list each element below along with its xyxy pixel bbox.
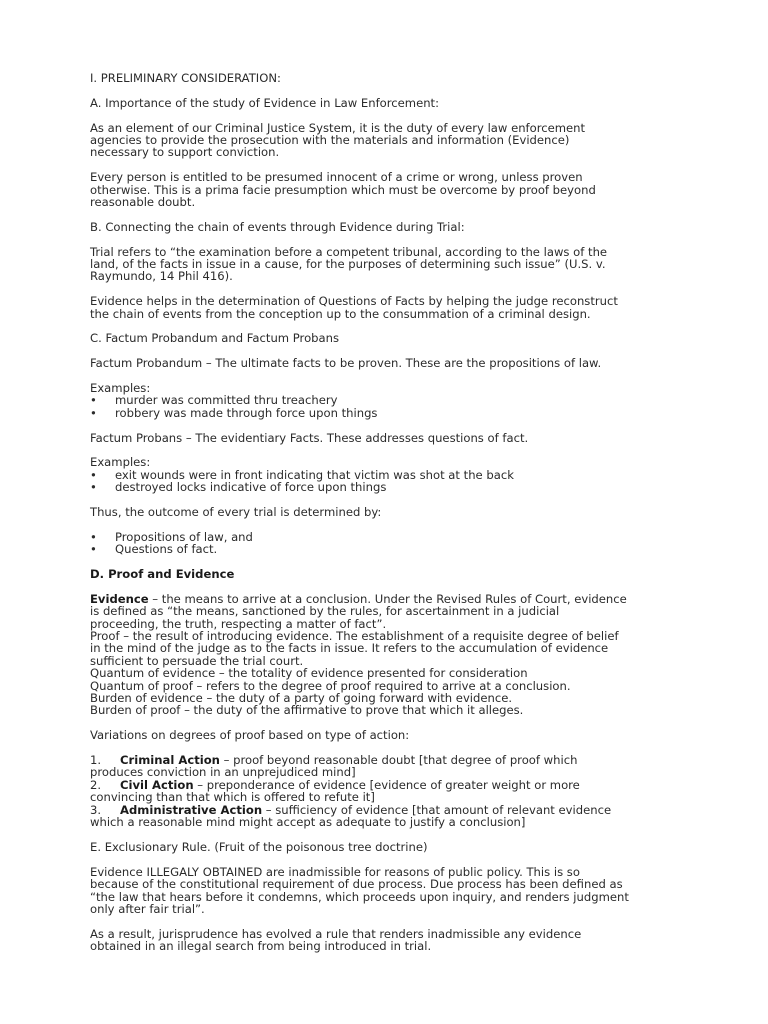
e-paragraph-1-line-3: “the law that hears before it condemns, which proceeds upon inquiry, and renders judgment	[90, 889, 629, 904]
e-paragraph-2-line-1: As a result, jurisprudence has evolved a rule that renders inadmissible any evidence	[90, 926, 582, 941]
examples-label: Examples:	[90, 381, 151, 396]
action-continuation: produces conviction in an unprejudiced mind]	[90, 765, 356, 780]
list-item	[90, 407, 690, 419]
d-line-7: Burden of proof – the duty of the affirmative to prove that which it alleges.	[90, 703, 524, 718]
list-item-text: destroyed locks indicative of force upon things	[115, 480, 387, 495]
e-paragraph-1-line-4: only after fair trial”.	[90, 901, 205, 916]
list-item	[90, 543, 690, 555]
heading-c: C. Factum Probandum and Factum Probans	[90, 331, 340, 346]
e-paragraph-2-line-2: obtained in an illegal search from being introduced in trial.	[90, 939, 432, 954]
heading-a: A. Importance of the study of Evidence in Law Enforcement:	[90, 95, 440, 110]
d-line-6: Burden of evidence – the duty of a party of going forward with evidence.	[90, 691, 513, 706]
list-item-text: Questions of fact.	[115, 542, 218, 557]
item-number: 1.	[90, 753, 102, 768]
evidence-definition-text: – the means to arrive at a conclusion. Under the Revised Rules of Court, evidence	[148, 591, 627, 606]
a-paragraph-1-line-3: necessary to support conviction.	[90, 145, 280, 160]
list-item-text: exit wounds were in front indicating that victim was shot at the back	[115, 467, 514, 482]
action-term: Criminal Action	[120, 753, 220, 768]
a-paragraph-2-line-3: reasonable doubt.	[90, 195, 196, 210]
d-line-2: in the mind of the judge as to the facts in issue. It refers to the accumulation of evidence	[90, 641, 609, 656]
b-paragraph-2-line-1: Evidence helps in the determination of Questions of Facts by helping the judge reconstruct	[90, 294, 618, 309]
thus-statement: Thus, the outcome of every trial is determined by:	[90, 505, 382, 520]
action-text: – sufficiency of evidence [that amount of relevant evidence	[262, 802, 612, 817]
evidence-definition-line-3: proceeding, the truth, respecting a matter of fact”.	[90, 616, 387, 631]
d-line-4: Quantum of evidence – the totality of evidence presented for consideration	[90, 666, 528, 681]
list-item-text: murder was committed thru treachery	[115, 393, 338, 408]
factum-probans-definition: Factum Probans – The evidentiary Facts. These addresses questions of fact.	[90, 430, 529, 445]
action-term: Administrative Action	[120, 802, 263, 817]
list-item	[90, 394, 690, 406]
a-paragraph-1-line-1: As an element of our Criminal Justice System, it is the duty of every law enforcement	[90, 120, 586, 135]
heading-d	[90, 568, 690, 580]
action-term: Civil Action	[120, 777, 194, 792]
bullet-icon: •	[90, 393, 97, 408]
list-item-text: Propositions of law, and	[115, 529, 253, 544]
bullet-icon: •	[90, 542, 97, 557]
action-text: – preponderance of evidence [evidence of greater weight or more	[193, 777, 580, 792]
a-paragraph-2-line-2: otherwise. This is a prima facie presumption which must be overcome by proof beyond	[90, 182, 596, 197]
heading-b: B. Connecting the chain of events through Evidence during Trial:	[90, 219, 465, 234]
action-continuation: which a reasonable mind might accept as adequate to justify a conclusion]	[90, 815, 526, 830]
variations-statement: Variations on degrees of proof based on type of action:	[90, 728, 410, 743]
b-paragraph-1-line-1: Trial refers to “the examination before a competent tribunal, according to the laws of the	[90, 244, 608, 259]
bullet-icon: •	[90, 480, 97, 495]
action-text: – proof beyond reasonable doubt [that degree of proof which	[219, 753, 578, 768]
action-continuation: convincing than that which is offered to refute it]	[90, 790, 375, 805]
a-paragraph-2-line-1: Every person is entitled to be presumed innocent of a crime or wrong, unless proven	[90, 170, 583, 185]
evidence-definition-line-2: is defined as “the means, sanctioned by the rules, for ascertainment in a judicial	[90, 604, 560, 619]
a-paragraph-1-line-2: agencies to provide the prosecution with the materials and information (Evidence)	[90, 133, 570, 147]
bullet-icon: •	[90, 529, 97, 544]
d-line-3: sufficient to persuade the trial court.	[90, 653, 304, 668]
factum-probandum-definition: Factum Probandum – The ultimate facts to be proven. These are the propositions of law.	[90, 356, 602, 371]
item-number: 2.	[90, 777, 102, 792]
item-number: 3.	[90, 802, 102, 817]
evidence-term: Evidence	[90, 591, 149, 606]
d-line-5: Quantum of proof – refers to the degree of proof required to arrive at a conclusion.	[90, 678, 571, 693]
section-heading-preliminary: I. PRELIMINARY CONSIDERATION:	[90, 71, 281, 85]
list-item	[90, 481, 690, 493]
bullet-icon: •	[90, 467, 97, 482]
heading-e: E. Exclusionary Rule. (Fruit of the poisonous tree doctrine)	[90, 839, 428, 854]
b-paragraph-2-line-2: the chain of events from the conception up to the consummation of a criminal design.	[90, 306, 591, 321]
examples-label: Examples:	[90, 455, 151, 470]
e-paragraph-1-line-1: Evidence ILLEGALY OBTAINED are inadmissible for reasons of public policy. This is so	[90, 864, 580, 879]
document-page	[90, 72, 690, 953]
list-item-text: robbery was made through force upon things	[115, 405, 378, 420]
b-paragraph-1-line-2: land, of the facts in issue in a cause, for the purposes of determining such issue” (U.S. v.	[90, 257, 606, 272]
b-paragraph-1-line-3: Raymundo, 14 Phil 416).	[90, 269, 233, 284]
bullet-icon: •	[90, 405, 97, 420]
d-line-1: Proof – the result of introducing evidence. The establishment of a requisite degree of belief	[90, 629, 619, 644]
e-paragraph-1-line-2: because of the constitutional requirement of due process. Due process has been defined as	[90, 877, 623, 892]
heading-d-text: D. Proof and Evidence	[90, 567, 235, 582]
